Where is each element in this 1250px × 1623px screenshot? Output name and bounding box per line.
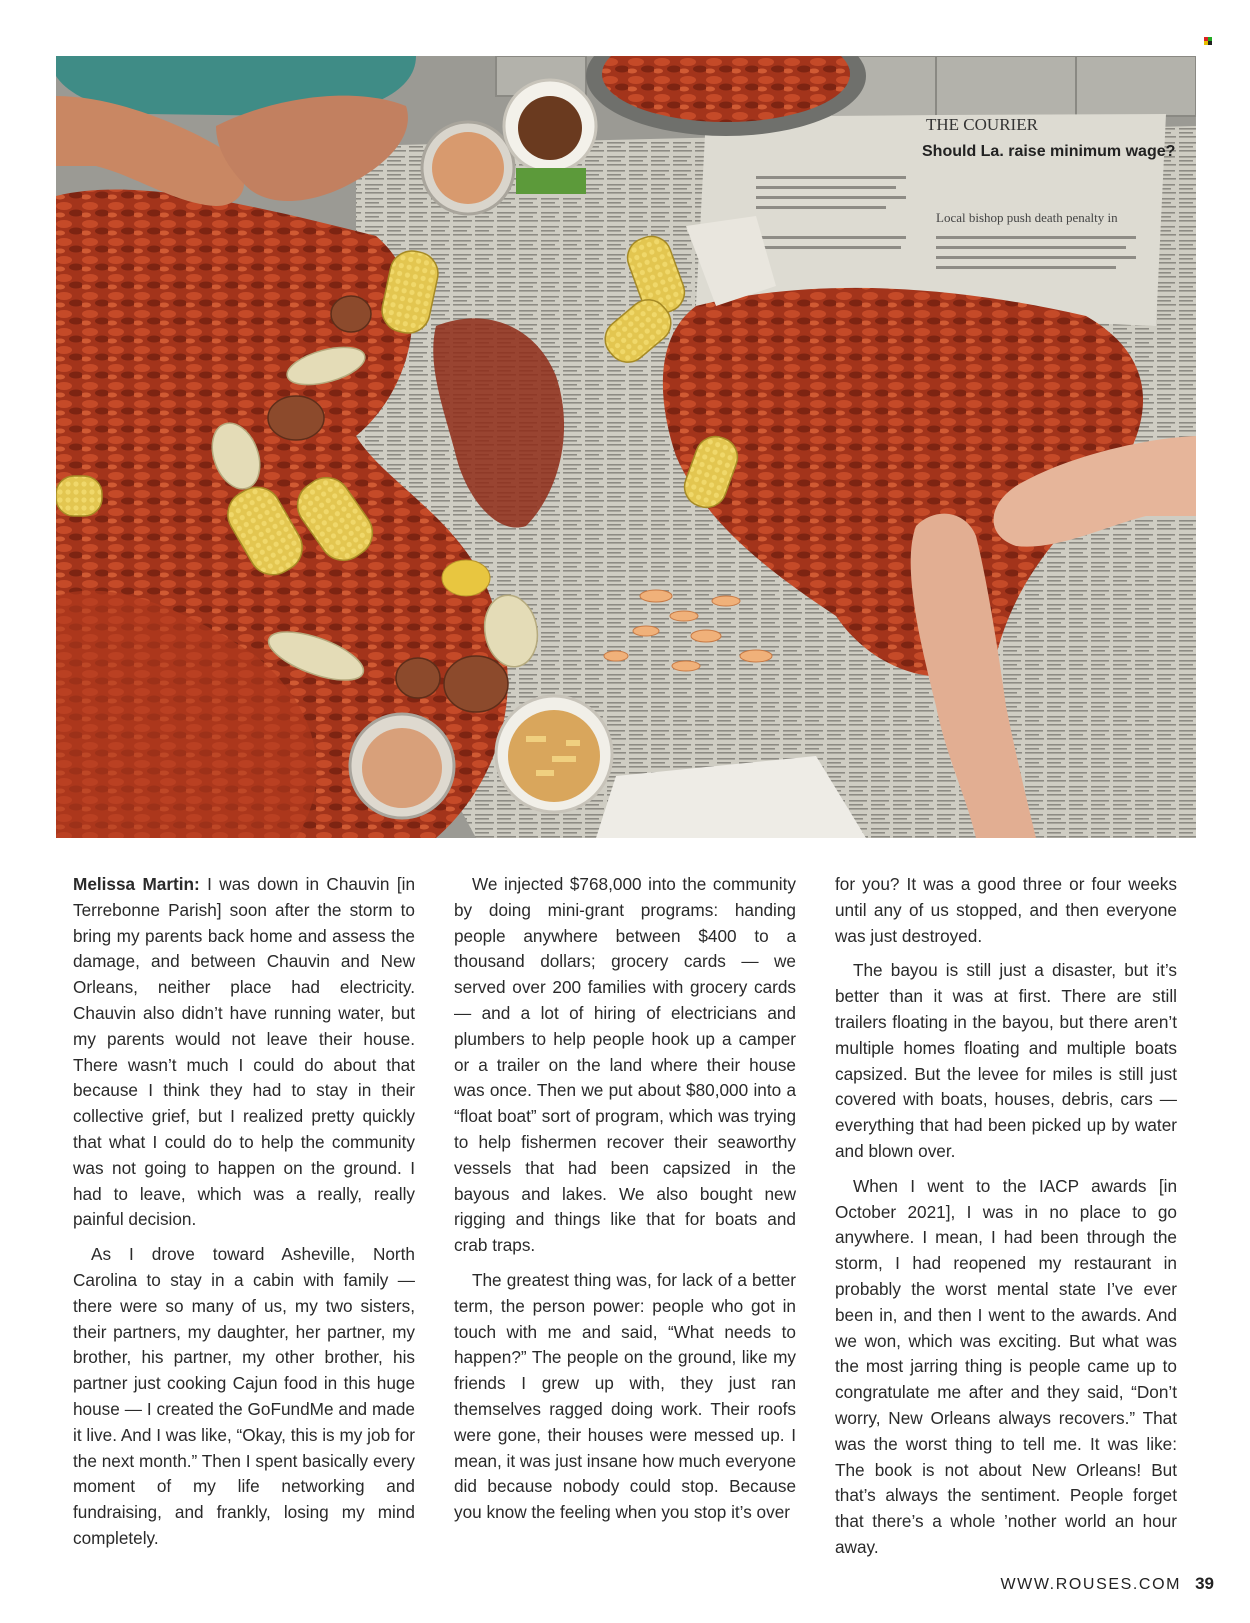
article-column-2 <box>454 872 796 1535</box>
article-paragraph: We injected $768,000 into the community by doing mini-grant programs: handing people anywhere between $400 to a thousand dollars; grocery cards — we served over 200 families with grocery cards — and a lot of hiring of electricians and plumbers to help people hook up a camper or a trailer on the land where their house was once. Then we put about $80,000 into a “float boat” sort of program, which was trying to help fishermen recover their seaworthy vessels that had been capsized in the bayous and lakes. We also bought new rigging and things like that for boats and crab traps. <box>454 874 796 1256</box>
svg-text:THE COURIER: THE COURIER <box>926 115 1038 134</box>
website-url: WWW.ROUSES.COM <box>1000 1576 1182 1593</box>
page-number: 39 <box>1195 1574 1214 1593</box>
article-column-1 <box>73 872 415 1561</box>
article-paragraph: As I drove toward Asheville, North Carolina to stay in a cabin with family — there were so many of us, my two sisters, their partners, my daughter, her partner, my brother, his partner, my other brother, his partner just cooking Cajun food in this huge house — I created the GoFundMe and made it live. And I was like, “Okay, this is my job for the next month.” Then I spent basically every moment of my life networking and fundraising, and frankly, losing my mind completely. <box>73 1244 415 1548</box>
crawfish-boil-photo <box>56 56 1196 838</box>
article-paragraph: for you? It was a good three or four weeks until any of us stopped, and then everyone was just destroyed. <box>835 874 1177 946</box>
speaker-name: Melissa Martin: <box>73 874 200 894</box>
color-registration-mark <box>1204 32 1212 40</box>
svg-text:Local bishop push death penalt: Local bishop push death penalty in <box>936 210 1118 225</box>
page-footer <box>1000 1574 1214 1594</box>
article-paragraph <box>73 872 415 1233</box>
svg-text:Should La. raise minimum wage?: Should La. raise minimum wage? <box>922 143 1176 160</box>
article-column-3 <box>835 872 1177 1570</box>
article-paragraph: The bayou is still just a disaster, but it’s better than it was at first. There are still trailers floating in the bayou, but there aren’t multiple homes floating and multiple boats capsized. But the levee for miles is still just covered with boats, houses, debris, cars — everything that had been picked up by water and blown over. <box>835 960 1177 1161</box>
article-paragraph: When I went to the IACP awards [in October 2021], I was in no place to go anywhere. I mean, I had been through the storm, I had reopened my restaurant in probably the worst mental state I’ve ever been in, and then I went to the awards. And we won, which was exciting. But what was the most jarring thing is people came up to congratulate me after and they said, “Don’t worry, New Orleans always recovers.” That was the worst thing to tell me. It was like: The book is not about New Orleans! But that’s always the sentiment. People forget that there’s a whole ’nother world an hour away. <box>835 1175 1177 1557</box>
paragraph-text: I was down in Chauvin [in Terrebonne Parish] soon after the storm to bring my parents back home and assess the damage, and between Chauvin and New Orleans, neither place had electricity. Chauvin also didn’t have running water, but my parents would not leave their house. There wasn’t much I could do about that because I think they had to stay in their collective grief, but I realized pretty quickly that what I could do to help the community was not going to happen on the ground. I had to leave, which was a really, really painful decision. <box>73 874 415 1230</box>
article-paragraph: The greatest thing was, for lack of a better term, the person power: people who got in touch with me and said, “What needs to happen?” The people on the ground, like my friends I grew up with, they just ran themselves ragged doing work. Their roofs were gone, their houses were messed up. I mean, it was just insane how much everyone did because nobody could stop. Because you know the feeling when you stop it’s over <box>454 1269 797 1523</box>
